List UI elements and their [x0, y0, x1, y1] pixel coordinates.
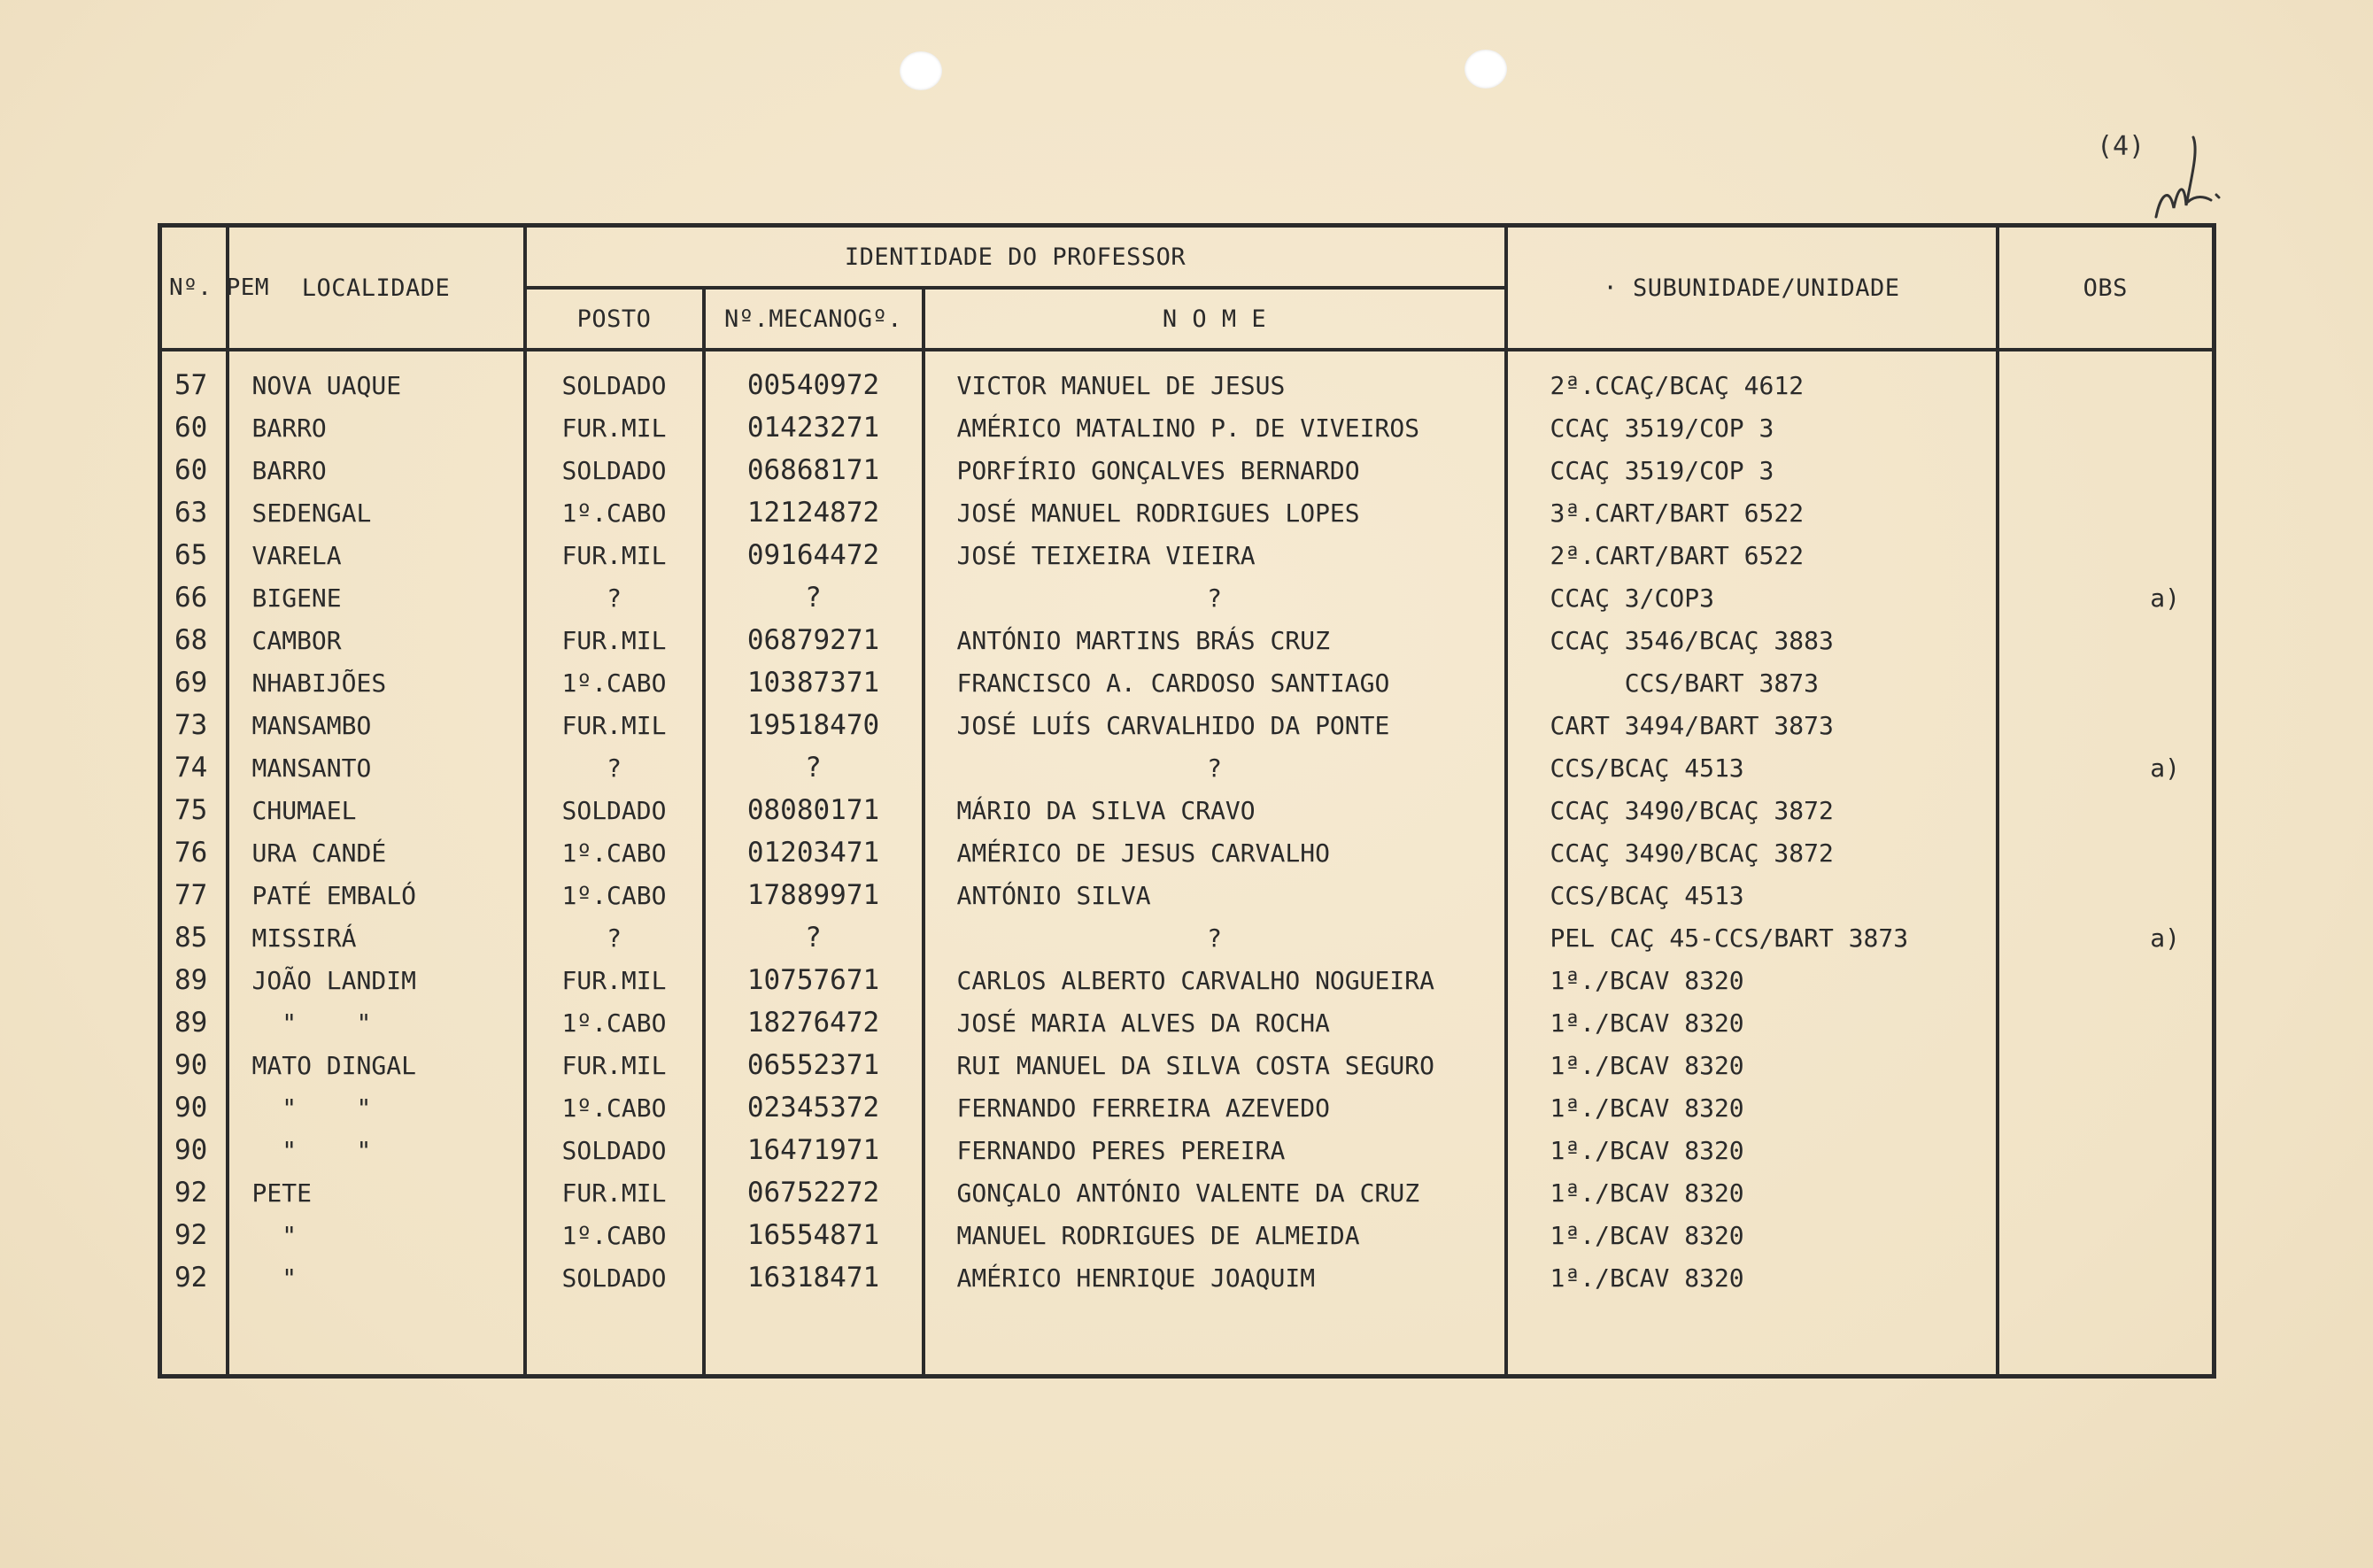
table-row — [160, 916, 2215, 959]
posto-cell: 1º.CABO — [525, 491, 704, 534]
obs-cell — [1998, 406, 2215, 449]
localidade-cell: JOÃO LANDIM — [228, 959, 525, 1001]
posto-cell: 1º.CABO — [525, 661, 704, 704]
mecanografico-cell: 12124872 — [704, 491, 924, 534]
pem-cell: 68 — [160, 619, 228, 661]
posto-cell: SOLDADO — [525, 789, 704, 831]
subunidade-cell: 1ª./BCAV 8320 — [1506, 1256, 1998, 1299]
table-row — [160, 576, 2215, 619]
mecanografico-cell: 09164472 — [704, 534, 924, 576]
table-row — [160, 350, 2215, 406]
localidade-cell: SEDENGAL — [228, 491, 525, 534]
posto-cell: 1º.CABO — [525, 1001, 704, 1044]
table-row — [160, 406, 2215, 449]
table-row — [160, 661, 2215, 704]
mecanografico-cell: ? — [704, 746, 924, 789]
obs-cell — [1998, 959, 2215, 1001]
mecanografico-cell: 08080171 — [704, 789, 924, 831]
nome-cell: FRANCISCO A. CARDOSO SANTIAGO — [924, 661, 1506, 704]
posto-cell: ? — [525, 576, 704, 619]
col-header-identidade: IDENTIDADE DO PROFESSOR — [525, 226, 1506, 289]
pem-cell: 92 — [160, 1256, 228, 1299]
subunidade-cell: CCS/BCAÇ 4513 — [1506, 746, 1998, 789]
mecanografico-cell: 01203471 — [704, 831, 924, 874]
pem-cell: 63 — [160, 491, 228, 534]
posto-cell: FUR.MIL — [525, 704, 704, 746]
nome-cell: ? — [924, 746, 1506, 789]
subunidade-cell: CCS/BART 3873 — [1506, 661, 1998, 704]
nome-cell: ANTÓNIO MARTINS BRÁS CRUZ — [924, 619, 1506, 661]
posto-cell: SOLDADO — [525, 350, 704, 406]
nome-cell: GONÇALO ANTÓNIO VALENTE DA CRUZ — [924, 1171, 1506, 1214]
nome-cell: MÁRIO DA SILVA CRAVO — [924, 789, 1506, 831]
subunidade-cell: 2ª.CCAÇ/BCAÇ 4612 — [1506, 350, 1998, 406]
handwritten-initials — [2130, 133, 2227, 230]
posto-cell: SOLDADO — [525, 1129, 704, 1171]
pem-cell: 92 — [160, 1214, 228, 1256]
mecanografico-cell: 00540972 — [704, 350, 924, 406]
posto-cell: ? — [525, 746, 704, 789]
nome-cell: VICTOR MANUEL DE JESUS — [924, 350, 1506, 406]
table-row — [160, 1086, 2215, 1129]
posto-cell: FUR.MIL — [525, 534, 704, 576]
mecanografico-cell: 17889971 — [704, 874, 924, 916]
posto-cell: 1º.CABO — [525, 874, 704, 916]
localidade-cell: NHABIJÕES — [228, 661, 525, 704]
mecanografico-cell: 16318471 — [704, 1256, 924, 1299]
table-spacer-row — [160, 1299, 2215, 1377]
subunidade-cell: 1ª./BCAV 8320 — [1506, 1171, 1998, 1214]
posto-cell: SOLDADO — [525, 449, 704, 491]
nome-cell: CARLOS ALBERTO CARVALHO NOGUEIRA — [924, 959, 1506, 1001]
table-row — [160, 1001, 2215, 1044]
posto-cell: 1º.CABO — [525, 1214, 704, 1256]
obs-cell: a) — [1998, 746, 2215, 789]
mecanografico-cell: 01423271 — [704, 406, 924, 449]
table-row — [160, 1129, 2215, 1171]
obs-cell — [1998, 704, 2215, 746]
mecanografico-cell: 06868171 — [704, 449, 924, 491]
pem-cell: 76 — [160, 831, 228, 874]
pem-cell: 57 — [160, 350, 228, 406]
col-header-posto: POSTO — [525, 288, 704, 350]
table-row — [160, 746, 2215, 789]
col-header-obs: OBS — [1998, 226, 2215, 351]
mecanografico-cell: 10757671 — [704, 959, 924, 1001]
obs-cell — [1998, 1256, 2215, 1299]
localidade-cell: MATO DINGAL — [228, 1044, 525, 1086]
obs-cell: a) — [1998, 916, 2215, 959]
mecanografico-cell: 10387371 — [704, 661, 924, 704]
pem-cell: 77 — [160, 874, 228, 916]
subunidade-cell: CART 3494/BART 3873 — [1506, 704, 1998, 746]
posto-cell: FUR.MIL — [525, 1044, 704, 1086]
obs-cell — [1998, 449, 2215, 491]
pem-cell: 90 — [160, 1086, 228, 1129]
localidade-cell: BARRO — [228, 449, 525, 491]
mecanografico-cell: 16471971 — [704, 1129, 924, 1171]
posto-cell: FUR.MIL — [525, 959, 704, 1001]
pem-cell: 85 — [160, 916, 228, 959]
col-header-mecanografico: Nº.MECANOGº. — [704, 288, 924, 350]
localidade-cell: BARRO — [228, 406, 525, 449]
subunidade-cell: PEL CAÇ 45-CCS/BART 3873 — [1506, 916, 1998, 959]
obs-cell: a) — [1998, 576, 2215, 619]
page-number: (4) — [2097, 131, 2145, 162]
pem-cell: 60 — [160, 406, 228, 449]
nome-cell: ANTÓNIO SILVA — [924, 874, 1506, 916]
table-row — [160, 534, 2215, 576]
col-header-subunidade: · SUBUNIDADE/UNIDADE — [1506, 226, 1998, 351]
table-row — [160, 789, 2215, 831]
subunidade-cell: CCS/BCAÇ 4513 — [1506, 874, 1998, 916]
nome-cell: AMÉRICO DE JESUS CARVALHO — [924, 831, 1506, 874]
obs-cell — [1998, 1001, 2215, 1044]
mecanografico-cell: ? — [704, 576, 924, 619]
pem-cell: 92 — [160, 1171, 228, 1214]
localidade-cell: PATÉ EMBALÓ — [228, 874, 525, 916]
obs-cell — [1998, 1129, 2215, 1171]
mecanografico-cell: 06552371 — [704, 1044, 924, 1086]
obs-cell — [1998, 1086, 2215, 1129]
localidade-cell: MANSANTO — [228, 746, 525, 789]
nome-cell: RUI MANUEL DA SILVA COSTA SEGURO — [924, 1044, 1506, 1086]
localidade-cell: URA CANDÉ — [228, 831, 525, 874]
localidade-cell: BIGENE — [228, 576, 525, 619]
pem-cell: 89 — [160, 959, 228, 1001]
table-row — [160, 1214, 2215, 1256]
mecanografico-cell: 06752272 — [704, 1171, 924, 1214]
pem-cell: 73 — [160, 704, 228, 746]
table-row — [160, 619, 2215, 661]
table-row — [160, 449, 2215, 491]
table-row — [160, 491, 2215, 534]
subunidade-cell: 1ª./BCAV 8320 — [1506, 1214, 1998, 1256]
posto-cell: 1º.CABO — [525, 831, 704, 874]
localidade-cell: " " — [228, 1086, 525, 1129]
mecanografico-cell: ? — [704, 916, 924, 959]
subunidade-cell: 1ª./BCAV 8320 — [1506, 1129, 1998, 1171]
mecanografico-cell: 16554871 — [704, 1214, 924, 1256]
pem-cell: 69 — [160, 661, 228, 704]
pem-cell: 75 — [160, 789, 228, 831]
nome-cell: FERNANDO FERREIRA AZEVEDO — [924, 1086, 1506, 1129]
posto-cell: 1º.CABO — [525, 1086, 704, 1129]
subunidade-cell: 1ª./BCAV 8320 — [1506, 1086, 1998, 1129]
obs-cell — [1998, 534, 2215, 576]
obs-cell — [1998, 1214, 2215, 1256]
localidade-cell: " " — [228, 1001, 525, 1044]
pem-cell: 66 — [160, 576, 228, 619]
obs-cell — [1998, 1044, 2215, 1086]
mecanografico-cell: 18276472 — [704, 1001, 924, 1044]
localidade-cell: MANSAMBO — [228, 704, 525, 746]
localidade-cell: CHUMAEL — [228, 789, 525, 831]
obs-cell — [1998, 831, 2215, 874]
subunidade-cell: CCAÇ 3519/COP 3 — [1506, 406, 1998, 449]
table-row — [160, 874, 2215, 916]
subunidade-cell: CCAÇ 3546/BCAÇ 3883 — [1506, 619, 1998, 661]
posto-cell: FUR.MIL — [525, 1171, 704, 1214]
col-header-pem: Nº. PEM — [160, 226, 228, 351]
obs-cell — [1998, 661, 2215, 704]
nome-cell: MANUEL RODRIGUES DE ALMEIDA — [924, 1214, 1506, 1256]
obs-cell — [1998, 619, 2215, 661]
posto-cell: SOLDADO — [525, 1256, 704, 1299]
pem-cell: 90 — [160, 1129, 228, 1171]
localidade-cell: CAMBOR — [228, 619, 525, 661]
nome-cell: JOSÉ MANUEL RODRIGUES LOPES — [924, 491, 1506, 534]
subunidade-cell: 1ª./BCAV 8320 — [1506, 1001, 1998, 1044]
table-row — [160, 704, 2215, 746]
pem-cell: 65 — [160, 534, 228, 576]
localidade-cell: MISSIRÁ — [228, 916, 525, 959]
obs-cell — [1998, 1171, 2215, 1214]
teacher-registry-table — [158, 223, 2216, 1379]
subunidade-cell: CCAÇ 3519/COP 3 — [1506, 449, 1998, 491]
localidade-cell: PETE — [228, 1171, 525, 1214]
col-header-localidade: LOCALIDADE — [228, 226, 525, 351]
obs-cell — [1998, 350, 2215, 406]
subunidade-cell: CCAÇ 3490/BCAÇ 3872 — [1506, 789, 1998, 831]
table-row — [160, 1171, 2215, 1214]
posto-cell: ? — [525, 916, 704, 959]
nome-cell: PORFÍRIO GONÇALVES BERNARDO — [924, 449, 1506, 491]
posto-cell: FUR.MIL — [525, 406, 704, 449]
obs-cell — [1998, 874, 2215, 916]
nome-cell: ? — [924, 916, 1506, 959]
localidade-cell: NOVA UAQUE — [228, 350, 525, 406]
localidade-cell: " — [228, 1256, 525, 1299]
nome-cell: AMÉRICO HENRIQUE JOAQUIM — [924, 1256, 1506, 1299]
table-row — [160, 831, 2215, 874]
subunidade-cell: 1ª./BCAV 8320 — [1506, 959, 1998, 1001]
nome-cell: JOSÉ MARIA ALVES DA ROCHA — [924, 1001, 1506, 1044]
nome-cell: AMÉRICO MATALINO P. DE VIVEIROS — [924, 406, 1506, 449]
punch-hole — [1465, 50, 1507, 89]
pem-cell: 89 — [160, 1001, 228, 1044]
col-header-nome: N O M E — [924, 288, 1506, 350]
subunidade-cell: CCAÇ 3/COP3 — [1506, 576, 1998, 619]
punch-hole — [900, 51, 942, 90]
table-row — [160, 959, 2215, 1001]
table-row — [160, 1256, 2215, 1299]
pem-cell: 90 — [160, 1044, 228, 1086]
nome-cell: JOSÉ LUÍS CARVALHIDO DA PONTE — [924, 704, 1506, 746]
mecanografico-cell: 02345372 — [704, 1086, 924, 1129]
mecanografico-cell: 06879271 — [704, 619, 924, 661]
pem-cell: 60 — [160, 449, 228, 491]
nome-cell: ? — [924, 576, 1506, 619]
obs-cell — [1998, 491, 2215, 534]
nome-cell: FERNANDO PERES PEREIRA — [924, 1129, 1506, 1171]
localidade-cell: VARELA — [228, 534, 525, 576]
table-row — [160, 1044, 2215, 1086]
obs-cell — [1998, 789, 2215, 831]
localidade-cell: " — [228, 1214, 525, 1256]
subunidade-cell: 3ª.CART/BART 6522 — [1506, 491, 1998, 534]
localidade-cell: " " — [228, 1129, 525, 1171]
posto-cell: FUR.MIL — [525, 619, 704, 661]
subunidade-cell: 2ª.CART/BART 6522 — [1506, 534, 1998, 576]
pem-cell: 74 — [160, 746, 228, 789]
nome-cell: JOSÉ TEIXEIRA VIEIRA — [924, 534, 1506, 576]
subunidade-cell: 1ª./BCAV 8320 — [1506, 1044, 1998, 1086]
subunidade-cell: CCAÇ 3490/BCAÇ 3872 — [1506, 831, 1998, 874]
mecanografico-cell: 19518470 — [704, 704, 924, 746]
